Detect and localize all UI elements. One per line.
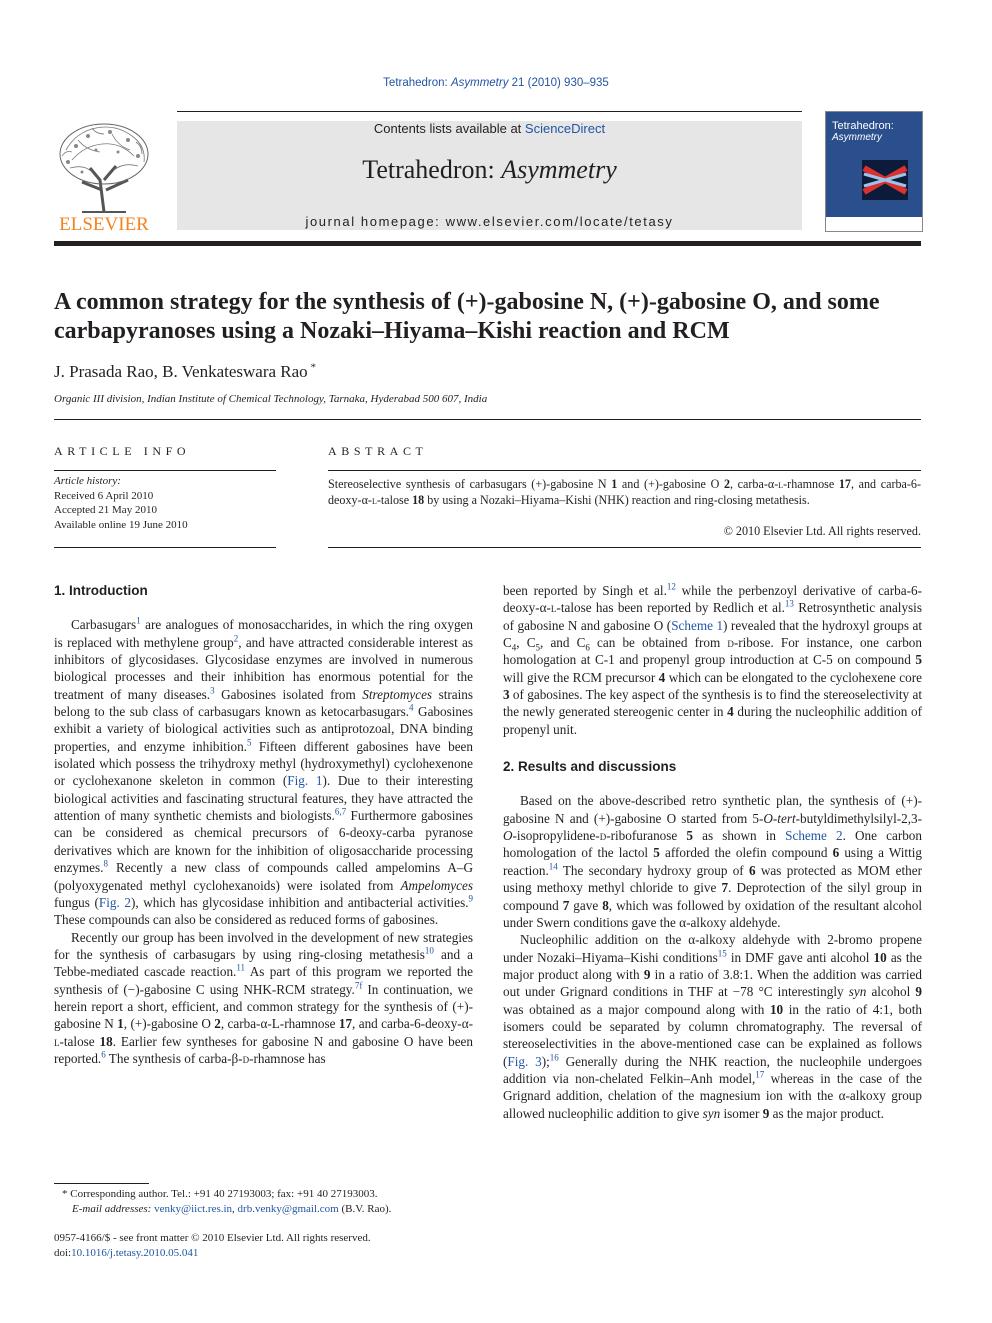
cover-art-icon [862,160,908,200]
results-paragraph-2: Nucleophilic addition on the α-alkoxy aldehyde with 2-bromo propene under Nozaki–Hiyama–Kishi conditions$^{15}$ in DMF gave anti alcohol 10 as the major product along with 9 in a ratio of 3.8:1. When the addition was carried out under Grignard conditions in THF at −78 °C interestingly syn alcohol 9 was obtained as a major compound along with 10 in the ratio of 4:1, both isomers could be separated by column chromatography. The reversal of stereoselectivities in the above-mentioned case can be explained as follows (Fig. 3);$^{16}$ Generally during the NHK reaction, the nucleophile undergoes addition via non-chelated Felkin–Anh model,$^{17}$ whereas in the case of the Grignard addition, chelation of the magnesium ion with the α-alkoxy group allowed nucleophilic addition to give syn isomer 9 as the major product. [503,932,923,1121]
abstract-copyright: © 2010 Elsevier Ltd. All rights reserved. [723,524,921,538]
body-column-right [503,582,922,1122]
cover-footer-band [826,217,922,231]
article-history: Article history: Received 6 April 2010 Accepted 21 May 2010 Available online 19 June 2010 [54,475,188,531]
corresponding-author-mark[interactable]: * [310,361,316,374]
journal-citation[interactable]: Tetrahedron: Asymmetry 21 (2010) 930–935 [383,77,609,89]
sciencedirect-link[interactable]: ScienceDirect [524,121,606,136]
article-info-rule-bottom [54,547,276,548]
body-column-left [54,582,473,1067]
introduction-heading: 1. Introduction [54,583,148,598]
results-paragraph-1: Based on the above-described retro synthetic plan, the synthesis of (+)-gabosine N and (+)-gabosine O started from 5-O-tert-butyldimethylsilyl-2,3-O-isopropylidene-d-ribofuranose 5 as shown in Scheme 2. One carbon homologation of the lactol 5 afforded the olefin compound 6 using a Wittig reaction.$^{14}$ The secondary hydroxy group of 6 was protected as MOM ether using methoxy methyl chloride to give 7. Deprotection of the silyl group in compound 7 gave 8, which was followed by oxidation of the resultant alcohol under Swern conditions gave the α-alkoxy aldehyde. [503,793,923,930]
contents-line: Contents lists available at ScienceDirect [373,121,606,136]
email-link-1[interactable]: venky@iict.res.in [154,1202,233,1215]
header-thick-rule [54,241,921,246]
intro-paragraph-2: Recently our group has been involved in the development of new strategies for the synthesis of carbasugars by using ring-closing metathesis$^{10}$ and a Tebbe-mediated cascade reaction.$^{11}$ As part of this program we reported the synthesis of (−)-gabosine C using NHK-RCM strategy.$^{7f}$ In continuation, we herein report a short, efficient, and common strategy for the synthesis of (+)-gabosine N 1, (+)-gabosine O 2, carba-α-L-rhamnose 17, and carba-6-deoxy-α-l-talose 18. Earlier few syntheses for gabosine N and gabosine O have been reported.$^6$ The synthesis of carba-β-d-rhamnose has [54,929,473,1066]
corresponding-author-footnote: * Corresponding author. Tel.: +91 40 27193003; fax: +91 40 27193003. E-mail addresses: venky@iict.res.in, drb.venky@gmail.com (B.V. Rao). [62,1188,392,1215]
journal-homepage-link[interactable]: journal homepage: www.elsevier.com/locate/tetasy [305,214,674,229]
article-info-heading: ARTICLE INFO [54,444,191,458]
cover-title: Tetrahedron: Asymmetry [832,120,894,143]
intro-paragraph-2-continued: been reported by Singh et al.$^{12}$ while the perbenzoyl derivative of carba-6-deoxy-α-l-talose has been reported by Redlich et al.$^{13}$ Retrosynthetic analysis of gabosine N and gabosine O (Scheme 1) revealed that the hydroxyl groups at $C_4$, $C_5$, and $C_6$ can be obtained from d-ribose. For instance, one carbon homologation at C-1 and propenyl group introduction at C-5 on compound 5 will give the RCM precursor 4 which can be elongated to the cyclohexene core 3 of gabosines. The key aspect of the synthesis is to find the stereoselectivity at the newly generated stereogenic center in 4 during the nucleophilic addition of propenyl unit. [503,581,922,737]
page-footer: 0957-4166/$ - see front matter © 2010 Elsevier Ltd. All rights reserved. doi:10.1016/j.tetasy.2010.05.041 [54,1232,371,1259]
article-info-rule-top [54,470,276,471]
abstract-heading: ABSTRACT [328,444,428,458]
elsevier-logo [52,120,156,232]
intro-paragraph-1: Carbasugars$^1$ are analogues of monosaccharides, in which the ring oxygen is replaced with methylene group$^2$, and have attracted considerable interest as inhibitors of glycosidases. Glycosidase enzymes are involved in numerous biological processes and their inhibition has enormous potential for the treatment of many diseases.$^3$ Gabosines isolated from Streptomyces strains belong to the sub class of carbasugars known as ketocarbasugars.$^4$ Gabosines exhibit a variety of biological activities such as antiprotozoal, DNA binding properties, and enzyme inhibition.$^5$ Fifteen different gabosines have been isolated which possess the trihydroxy methyl (hydroxymethyl) cyclohexenone or cyclohexanone skeleton in common (Fig. 1). Due to their interesting biological activities and fascinating structural features, they have attracted the attention of many synthetic chemists and biologists.$^{6,7}$ Furthermore gabosines can be considered as chemical precursors of 6-deoxy-carba pyranose derivatives which are known for the inhibition of oligosaccharide processing enzymes.$^8$ Recently a new class of compounds called ampelomins A–G (polyoxygenated methyl cyclohexanoids) were isolated from Ampelomyces fungus (Fig. 2), which has glycosidase inhibition and antibacterial activities.$^9$ These compounds can also be considered as reduced forms of gabosines. [54,615,474,928]
email-link-2[interactable]: drb.venky@gmail.com [237,1202,339,1215]
affiliation-rule [54,419,921,420]
abstract-text: Stereoselective synthesis of carbasugars (+)-gabosine N 1 and (+)-gabosine O 2, carba-α-l-rhamnose 17, and carba-6-deoxy-α-l-talose 18 by using a Nozaki–Hiyama–Kishi (NHK) reaction and ring-closing metathesis. [328,477,921,507]
footnote-rule [54,1183,149,1184]
doi-link[interactable]: 10.1016/j.tetasy.2010.05.041 [71,1246,199,1259]
svg-text:ELSEVIER: ELSEVIER [59,214,149,232]
elsevier-tree-icon [52,120,156,232]
abstract-rule-top [328,470,921,471]
abstract-rule-bottom [328,547,921,548]
masthead-top-rule [177,111,802,112]
article-affiliation: Organic III division, Indian Institute of Chemical Technology, Tarnaka, Hyderabad 500 607, India [54,393,488,405]
results-heading: 2. Results and discussions [503,759,677,775]
journal-cover-thumbnail[interactable] [825,111,923,232]
article-authors: J. Prasada Rao, B. Venkateswara Rao * [54,361,316,381]
article-title: A common strategy for the synthesis of (+)-gabosine N, (+)-gabosine O, and some carbapyranoses using a Nozaki–Hiyama–Kishi reaction and RCM [54,289,880,344]
journal-name: Tetrahedron: Asymmetry [362,155,617,184]
